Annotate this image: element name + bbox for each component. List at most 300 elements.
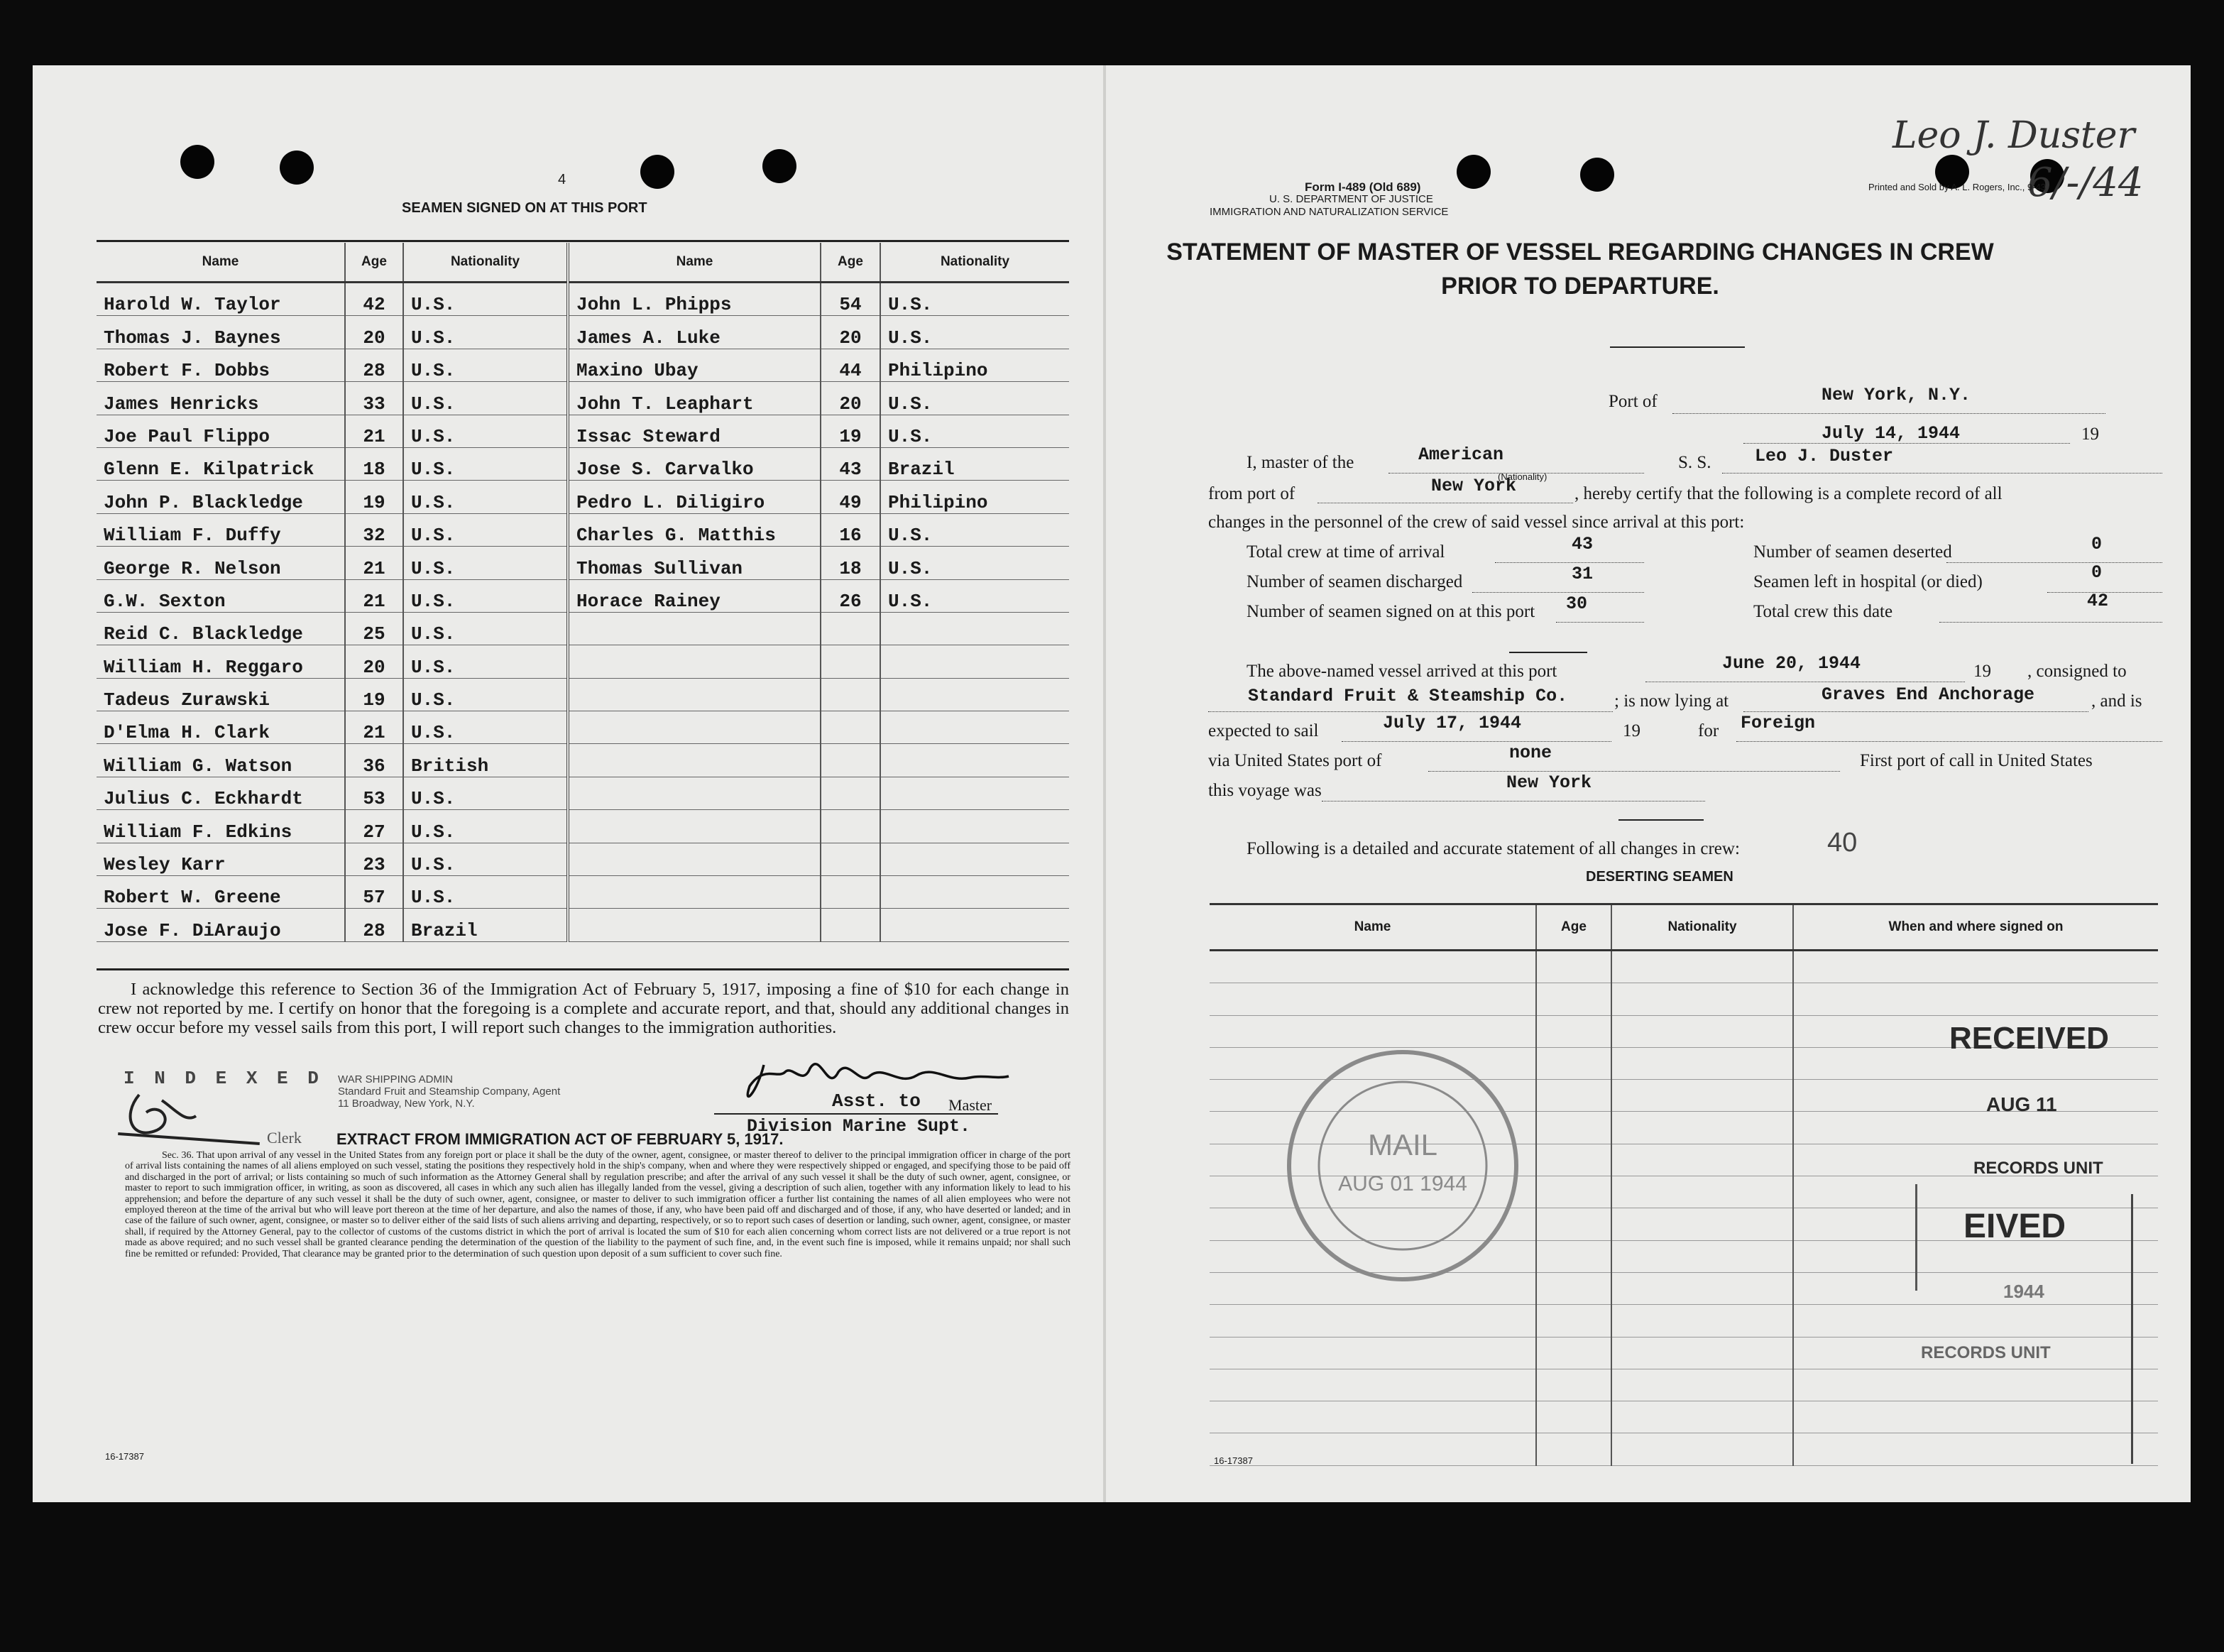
table-row — [97, 349, 1069, 381]
empty-cell — [1611, 1369, 1793, 1401]
empty-cell — [1536, 1369, 1611, 1401]
crew-name: John L. Phipps — [568, 283, 821, 316]
table-header-row — [1210, 904, 2158, 951]
section-rule — [1618, 819, 1704, 821]
crew-name: John T. Leaphart — [568, 382, 821, 415]
crew-nationality: U.S. — [403, 481, 568, 513]
table-row — [97, 612, 1069, 645]
crew-nationality: U.S. — [403, 678, 568, 711]
seamen-deserted-label: Number of seamen deserted — [1753, 542, 1952, 562]
table-row — [97, 481, 1069, 513]
port-line — [1672, 413, 2105, 414]
crew-nationality: U.S. — [403, 447, 568, 480]
crew-nationality: Brazil — [403, 909, 568, 941]
nationality-label: (Nationality) — [1498, 471, 1548, 482]
crew-age: 57 — [345, 876, 403, 909]
col-header-name: Name — [568, 243, 821, 283]
crew-age: 25 — [345, 612, 403, 645]
date-value: July 14, 1944 — [1822, 423, 1961, 444]
crew-nationality: U.S. — [880, 579, 1069, 612]
punch-hole — [762, 149, 796, 183]
crew-age — [821, 909, 880, 941]
page-number: 4 — [558, 172, 566, 187]
empty-cell — [1210, 951, 1536, 983]
table-row — [97, 415, 1069, 447]
table-row — [97, 678, 1069, 711]
is-label: , and is — [2091, 691, 2142, 711]
crew-name — [568, 810, 821, 843]
total-crew-arrival: 43 — [1572, 534, 1594, 554]
crew-age: 21 — [345, 579, 403, 612]
count-line — [1472, 592, 1644, 593]
voyage-label: this voyage was — [1208, 781, 1322, 800]
crew-name — [568, 645, 821, 678]
from-port-value: New York — [1431, 476, 1517, 496]
crew-name: Jose F. DiAraujo — [97, 909, 345, 941]
col-header-nationality: Nationality — [1611, 904, 1793, 951]
table-row — [97, 316, 1069, 349]
col-header-name: Name — [97, 243, 345, 283]
crew-nationality — [880, 744, 1069, 777]
crew-name: Robert W. Greene — [97, 876, 345, 909]
following-label: Following is a detailed and accurate statement of all changes in crew: — [1247, 839, 1740, 858]
empty-cell — [1793, 1176, 2158, 1208]
empty-table-row — [1210, 1401, 2158, 1433]
first-port-value: New York — [1506, 772, 1592, 793]
consignee-line — [1208, 711, 1613, 712]
crew-age: 36 — [345, 744, 403, 777]
crew-nationality: U.S. — [403, 777, 568, 809]
crew-nationality: Brazil — [880, 447, 1069, 480]
destination-line — [1736, 741, 2162, 742]
table-row — [97, 382, 1069, 415]
master-label: Master — [948, 1096, 992, 1114]
consigned-label: , consigned to — [2027, 662, 2127, 681]
crew-nationality — [880, 909, 1069, 941]
crew-age: 20 — [345, 645, 403, 678]
crew-age: 21 — [345, 547, 403, 579]
punch-hole — [640, 155, 674, 189]
crew-name: Horace Rainey — [568, 579, 821, 612]
col-header-name: Name — [1210, 904, 1536, 951]
page-fold — [1103, 65, 1106, 1502]
crew-name: Issac Steward — [568, 415, 821, 447]
empty-cell — [1793, 1112, 2158, 1144]
crew-name: William F. Duffy — [97, 513, 345, 546]
crew-name: William G. Watson — [97, 744, 345, 777]
crew-nationality: Philipino — [880, 349, 1069, 381]
empty-cell — [1536, 1047, 1611, 1079]
empty-cell — [1536, 1240, 1611, 1272]
crew-name — [568, 909, 821, 941]
total-crew-date-label: Total crew this date — [1753, 602, 1893, 621]
crew-name: Maxino Ubay — [568, 349, 821, 381]
count-line — [1939, 622, 2162, 623]
expected-suffix: 19 — [1623, 721, 1640, 740]
seamen-signed-on-table — [97, 243, 1069, 942]
crew-nationality — [880, 612, 1069, 645]
crew-age: 20 — [821, 316, 880, 349]
crew-age — [821, 810, 880, 843]
left-page — [33, 65, 1097, 1502]
port-value: New York, N.Y. — [1822, 385, 1971, 405]
crew-nationality — [880, 777, 1069, 809]
empty-cell — [1793, 951, 2158, 983]
count-line — [1946, 562, 2162, 563]
lying-line — [1743, 711, 2088, 712]
crew-nationality — [880, 678, 1069, 711]
records-unit-stamp: RECORDS UNIT — [1973, 1159, 2103, 1178]
empty-cell — [1611, 983, 1793, 1015]
crew-age: 42 — [345, 283, 403, 316]
empty-cell — [1210, 1401, 1536, 1433]
empty-cell — [1536, 1337, 1611, 1369]
crew-nationality — [880, 876, 1069, 909]
expected-date: July 17, 1944 — [1383, 713, 1522, 733]
empty-cell — [1793, 1080, 2158, 1112]
crew-nationality: U.S. — [403, 876, 568, 909]
postmark-stamp — [1282, 1045, 1523, 1286]
vessel-line — [1722, 473, 2162, 474]
empty-cell — [1611, 1208, 1793, 1240]
empty-cell — [1536, 951, 1611, 983]
crew-name: Reid C. Blackledge — [97, 612, 345, 645]
crew-age: 49 — [821, 481, 880, 513]
table-row — [97, 513, 1069, 546]
changes-count: 40 — [1827, 828, 1858, 858]
crew-nationality: U.S. — [403, 810, 568, 843]
empty-cell — [1210, 1015, 1536, 1047]
right-page — [1112, 65, 2191, 1502]
deserting-title: DESERTING SEAMEN — [1586, 869, 1733, 885]
year-stamp: 1944 — [2003, 1281, 2044, 1302]
ss-label: S. S. — [1678, 453, 1711, 472]
empty-cell — [1536, 1080, 1611, 1112]
crew-nationality: U.S. — [403, 283, 568, 316]
crew-nationality: U.S. — [880, 283, 1069, 316]
crew-name — [568, 612, 821, 645]
destination: Foreign — [1741, 713, 1816, 733]
from-port-label: from port of — [1208, 484, 1295, 503]
crew-age: 18 — [821, 547, 880, 579]
postmark-line-2: AUG 01 1944 — [1338, 1172, 1467, 1196]
crew-name: William H. Reggaro — [97, 645, 345, 678]
crew-name: Glenn E. Kilpatrick — [97, 447, 345, 480]
empty-table-row — [1210, 1433, 2158, 1465]
empty-cell — [1611, 1047, 1793, 1079]
crew-name — [568, 678, 821, 711]
crew-nationality: U.S. — [403, 645, 568, 678]
crew-nationality — [880, 810, 1069, 843]
crew-name — [568, 744, 821, 777]
certify-text-2: changes in the personnel of the crew of said vessel since arrival at this port: — [1208, 513, 1745, 532]
crew-age — [821, 744, 880, 777]
crew-nationality — [880, 711, 1069, 744]
crew-age: 32 — [345, 513, 403, 546]
signature-title-1: Asst. to — [832, 1090, 921, 1112]
printer-note: Printed and Sold by A. L. Rogers, Inc., 9-43 — [1868, 182, 2047, 192]
crew-age: 19 — [345, 481, 403, 513]
crew-name — [568, 777, 821, 809]
crew-name: Pedro L. Diligiro — [568, 481, 821, 513]
agent-stamp-line: 11 Broadway, New York, N.Y. — [338, 1098, 475, 1110]
crew-name: Charles G. Matthis — [568, 513, 821, 546]
handwritten-note-1: Leo J. Duster — [1892, 114, 2135, 157]
crew-name: Joe Paul Flippo — [97, 415, 345, 447]
title-rule — [1610, 346, 1745, 348]
empty-cell — [1536, 1401, 1611, 1433]
crew-age: 28 — [345, 349, 403, 381]
empty-cell — [1536, 1305, 1611, 1337]
punch-hole — [280, 151, 314, 185]
crew-age: 20 — [821, 382, 880, 415]
crew-nationality: U.S. — [880, 316, 1069, 349]
via-port: none — [1509, 743, 1552, 763]
empty-cell — [1793, 1401, 2158, 1433]
empty-cell — [1611, 1176, 1793, 1208]
left-title: SEAMEN SIGNED ON AT THIS PORT — [402, 200, 647, 216]
table-row — [97, 909, 1069, 941]
crew-name: Jose S. Carvalko — [568, 447, 821, 480]
crew-age: 16 — [821, 513, 880, 546]
col-header-age: Age — [345, 243, 403, 283]
empty-cell — [1611, 1272, 1793, 1304]
arrived-suffix: 19 — [1973, 662, 1991, 681]
crew-age: 18 — [345, 447, 403, 480]
crew-name: Wesley Karr — [97, 843, 345, 875]
certify-text: , hereby certify that the following is a complete record of all — [1574, 484, 2003, 503]
empty-cell — [1210, 1337, 1536, 1369]
crew-age: 27 — [345, 810, 403, 843]
empty-cell — [1210, 983, 1536, 1015]
crew-name: John P. Blackledge — [97, 481, 345, 513]
crew-name: George R. Nelson — [97, 547, 345, 579]
crew-nationality: U.S. — [403, 579, 568, 612]
crew-age — [821, 777, 880, 809]
seamen-discharged-label: Number of seamen discharged — [1247, 572, 1463, 591]
lying-label: ; is now lying at — [1614, 691, 1729, 711]
department: U. S. DEPARTMENT OF JUSTICE — [1269, 193, 1433, 205]
empty-cell — [1611, 1337, 1793, 1369]
document-sheet — [33, 65, 2191, 1502]
table-row — [97, 645, 1069, 678]
crew-age: 26 — [821, 579, 880, 612]
table-row — [97, 579, 1069, 612]
crew-nationality: U.S. — [880, 382, 1069, 415]
acknowledgement-text: I acknowledge this reference to Section 36 of the Immigration Act of February 5, 1917, imposing a fine of $10 for each change in crew not reported by me. I certify on honor that the foregoing is a complete and accurate report, and that, should any additional changes in crew occur before my vessel sails from this port, I will report such changes to the immigration authorities. — [98, 980, 1069, 1037]
crew-nationality: U.S. — [403, 547, 568, 579]
table-row — [97, 843, 1069, 875]
total-crew-arrival-label: Total crew at time of arrival — [1247, 542, 1445, 562]
handwritten-note-2: 6/-/44 — [2027, 160, 2144, 206]
handwritten-note-ink — [1885, 105, 2176, 212]
crew-name — [568, 876, 821, 909]
date-suffix: 19 — [2081, 425, 2099, 444]
empty-cell — [1536, 1176, 1611, 1208]
crew-age — [821, 612, 880, 645]
crew-nationality: U.S. — [403, 711, 568, 744]
expected-line — [1342, 741, 1611, 742]
empty-cell — [1611, 1144, 1793, 1176]
col-header-age: Age — [1536, 904, 1611, 951]
col-header-nationality: Nationality — [880, 243, 1069, 283]
table-row — [97, 777, 1069, 809]
seamen-discharged: 31 — [1572, 564, 1594, 584]
form-number: Form I-489 (Old 689) — [1305, 180, 1421, 194]
extract-text: Sec. 36. That upon arrival of any vessel in the United States from any foreign port or place it shall be the duty of the owner, agent, consignee, or master thereof to deliver to the principal immigration officer in charge of the port of arrival lists containing the names of all aliens employed on such vessel, stating the positions they respectively hold in the ship's company, when and where they were respectively shipped or engaged, and specifying those to be paid off and discharged in the port of arrival; or lists containing so much of such information as the Attorney General shall by regulation prescribe; and after the arrival of any such vessel it shall be the duty of such owner, agent, consignee, or master to report to such immigration officer, in writing, as soon as discovered, all cases in which any such alien has illegally landed from the vessel, giving a description of such alien, together with any information likely to lead to his apprehension; and before the departure of any such vessel it shall be the duty of such owner, agent, consignee, or master to deliver to such immigration officer a further list containing the names of all alien employees who were not employed thereon at the time of the arrival but who will leave port thereon at the time of her departure, and also the names of those, if any, who have been paid off and discharged and of those, if any, who have deserted or landed; and in case of the failure of such owner, agent, consignee, or master so to deliver either of the said lists of such aliens arriving and departing, respectively, or so to report such cases of desertion or landing, such owner, agent, consignee, or master shall, if required by the Attorney General, pay to the collector of customs of the customs district in which the port of arrival is located the sum of $10 for each alien concerning whom correct lists are not delivered or a true report is not made as above required; and no such vessel shall be granted clearance pending the determination of the question of the liability to the payment of such fine, and, in the event such fine is imposed, while it remains unpaid; nor shall such fine be remitted or refunded: Provided, That clearance may be granted prior to the determination of such question upon deposit of a sum sufficient to cover such fine. — [125, 1150, 1070, 1259]
lying-at: Graves End Anchorage — [1822, 684, 2035, 705]
table-row — [97, 711, 1069, 744]
clerk-label: Clerk — [267, 1129, 302, 1147]
crew-name: James Henricks — [97, 382, 345, 415]
top-rule — [97, 240, 1069, 242]
table-row — [97, 547, 1069, 579]
empty-cell — [1793, 1272, 2158, 1304]
nationality-value: American — [1418, 444, 1504, 465]
crew-age — [821, 645, 880, 678]
crew-nationality: Philipino — [880, 481, 1069, 513]
crew-age — [821, 711, 880, 744]
crew-nationality: U.S. — [403, 415, 568, 447]
for-label: for — [1698, 721, 1719, 740]
seamen-signed-on: 30 — [1566, 593, 1588, 614]
received-stamp-2: EIVED — [1963, 1208, 2066, 1245]
master-of-label: I, master of the — [1247, 453, 1354, 472]
port-of-label: Port of — [1609, 392, 1658, 411]
crew-nationality — [880, 645, 1069, 678]
count-line — [1556, 622, 1644, 623]
empty-cell — [1611, 1401, 1793, 1433]
extract-title: EXTRACT FROM IMMIGRATION ACT OF FEBRUARY 5, 1917. — [336, 1130, 784, 1148]
crew-age: 28 — [345, 909, 403, 941]
seamen-signed-on-label: Number of seamen signed on at this port — [1247, 602, 1535, 621]
seamen-hospital-label: Seamen left in hospital (or died) — [1753, 572, 1983, 591]
empty-cell — [1611, 1433, 1793, 1465]
empty-cell — [1793, 983, 2158, 1015]
count-line — [1495, 562, 1644, 563]
crew-name — [568, 711, 821, 744]
received-date-stamp: AUG 11 — [1986, 1093, 2057, 1115]
empty-cell — [1793, 1305, 2158, 1337]
agent-stamp-line: WAR SHIPPING ADMIN — [338, 1073, 453, 1085]
seamen-deserted: 0 — [2091, 534, 2103, 554]
col-header-nationality: Nationality — [403, 243, 568, 283]
crew-age — [821, 876, 880, 909]
postmark-line-1: MAIL — [1367, 1128, 1438, 1161]
service: IMMIGRATION AND NATURALIZATION SERVICE — [1210, 206, 1449, 218]
crew-nationality: U.S. — [880, 513, 1069, 546]
empty-cell — [1536, 1208, 1611, 1240]
received-stamp: RECEIVED — [1949, 1021, 2109, 1056]
stamp-frame — [1915, 1184, 1917, 1291]
crew-age — [821, 843, 880, 875]
records-unit-stamp-2: RECORDS UNIT — [1921, 1343, 2051, 1362]
crew-name: Julius C. Eckhardt — [97, 777, 345, 809]
crew-nationality: U.S. — [403, 513, 568, 546]
empty-cell — [1210, 1369, 1536, 1401]
crew-nationality: U.S. — [403, 349, 568, 381]
crew-age — [821, 678, 880, 711]
form-code: 16-17387 — [1214, 1455, 1253, 1466]
form-title-line1: STATEMENT OF MASTER OF VESSEL REGARDING CHANGES IN CREW — [1166, 239, 1994, 266]
agent-stamp-line: Standard Fruit and Steamship Company, Agent — [338, 1085, 561, 1098]
empty-cell — [1611, 1015, 1793, 1047]
seamen-hospital: 0 — [2091, 562, 2103, 583]
crew-name: D'Elma H. Clark — [97, 711, 345, 744]
crew-name: Thomas J. Baynes — [97, 316, 345, 349]
crew-name — [568, 843, 821, 875]
stamp-frame — [2131, 1194, 2133, 1464]
crew-nationality: U.S. — [403, 382, 568, 415]
crew-age: 21 — [345, 711, 403, 744]
crew-nationality: U.S. — [880, 415, 1069, 447]
col-header-signed-on: When and where signed on — [1793, 904, 2158, 951]
section-rule — [1509, 652, 1587, 653]
indexed-stamp: I N D E X E D — [124, 1068, 323, 1089]
crew-age: 21 — [345, 415, 403, 447]
crew-nationality: U.S. — [403, 612, 568, 645]
crew-age: 53 — [345, 777, 403, 809]
total-crew-date: 42 — [2087, 591, 2109, 611]
voyage-line — [1322, 801, 1705, 802]
empty-cell — [1793, 1433, 2158, 1465]
table-row — [97, 283, 1069, 316]
crew-name: Tadeus Zurawski — [97, 678, 345, 711]
crew-age: 20 — [345, 316, 403, 349]
empty-cell — [1210, 1305, 1536, 1337]
table-row — [97, 447, 1069, 480]
form-title-line2: PRIOR TO DEPARTURE. — [1441, 273, 1719, 300]
empty-table-row — [1210, 1369, 2158, 1401]
crew-age: 23 — [345, 843, 403, 875]
empty-table-row — [1210, 1305, 2158, 1337]
crew-nationality: British — [403, 744, 568, 777]
signature-title-2: Division Marine Supt. — [747, 1116, 971, 1137]
empty-cell — [1536, 1015, 1611, 1047]
table-header-row — [97, 243, 1069, 283]
crew-name: Harold W. Taylor — [97, 283, 345, 316]
crew-nationality: U.S. — [403, 843, 568, 875]
crew-name: William F. Edkins — [97, 810, 345, 843]
table-bottom-rule — [97, 968, 1069, 970]
crew-nationality: U.S. — [403, 316, 568, 349]
col-header-age: Age — [821, 243, 880, 283]
form-code: 16-17387 — [105, 1451, 144, 1462]
crew-age: 44 — [821, 349, 880, 381]
expected-label: expected to sail — [1208, 721, 1319, 740]
via-line — [1428, 771, 1840, 772]
crew-name: Robert F. Dobbs — [97, 349, 345, 381]
crew-age: 19 — [821, 415, 880, 447]
crew-name: G.W. Sexton — [97, 579, 345, 612]
crew-name: Thomas Sullivan — [568, 547, 821, 579]
punch-hole — [1580, 158, 1614, 192]
crew-age: 19 — [345, 678, 403, 711]
table-row — [97, 876, 1069, 909]
empty-cell — [1611, 1305, 1793, 1337]
punch-hole — [1457, 155, 1491, 189]
table-row — [97, 810, 1069, 843]
crew-age: 33 — [345, 382, 403, 415]
crew-nationality: U.S. — [880, 547, 1069, 579]
agent-stamp — [338, 1073, 560, 1110]
empty-cell — [1536, 1433, 1611, 1465]
empty-cell — [1611, 1080, 1793, 1112]
crew-age: 54 — [821, 283, 880, 316]
empty-cell — [1536, 1144, 1611, 1176]
punch-hole — [180, 145, 214, 179]
empty-cell — [1611, 1240, 1793, 1272]
